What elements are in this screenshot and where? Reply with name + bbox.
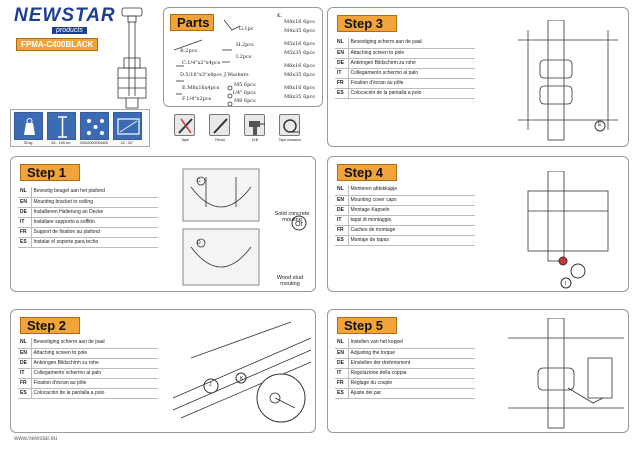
part-e: E.M8x16x4pcs bbox=[182, 85, 220, 91]
part-h: H.2pcs bbox=[236, 42, 254, 48]
part-f: F.1/4"x2pcs bbox=[182, 96, 212, 102]
screw-0: M4x16 6pcs bbox=[284, 19, 315, 25]
brand-logo bbox=[14, 5, 116, 27]
step-2-letter-k: K bbox=[240, 376, 244, 382]
table-row: FR Support de fixation au plafond bbox=[18, 227, 158, 237]
part-i: I.2pcs bbox=[236, 54, 252, 60]
screw-header: K. bbox=[277, 13, 283, 19]
parts-panel bbox=[163, 7, 323, 107]
brand-sub: products bbox=[52, 27, 87, 34]
table-row: FR Fixation d'écran au pôle bbox=[335, 78, 475, 88]
table-row: DE Montage Kapseln bbox=[335, 205, 475, 215]
table-row: IT Regolazione della coppia bbox=[335, 368, 475, 378]
drill-icon bbox=[244, 114, 265, 136]
table-row: NL Monteren afdekkapje bbox=[335, 185, 475, 195]
brand-name: NEWSTAR bbox=[14, 5, 116, 26]
table-row: IT Collegamento schermo al palo bbox=[18, 368, 158, 378]
screw-1: M4x35 6pcs bbox=[284, 28, 315, 34]
screen-size-icon bbox=[113, 112, 142, 140]
step-5-illustration bbox=[508, 318, 626, 430]
table-row: EN Mounting cover caps bbox=[335, 195, 475, 205]
step-3-title: Step 3 bbox=[337, 15, 397, 32]
weight-icon bbox=[14, 112, 43, 140]
table-row: IT Installare supporto a soffitto bbox=[18, 217, 158, 227]
vesa-pattern-icon bbox=[80, 112, 109, 140]
table-row: ES Colocación de la pantalla a polo bbox=[18, 388, 158, 398]
table-row: FR Réglage du couple bbox=[335, 378, 475, 388]
step-2-letter-j: J bbox=[209, 382, 212, 388]
step-2-title: Step 2 bbox=[20, 317, 80, 334]
table-row: DE Anbringen Bildschirm zu rohe bbox=[335, 58, 475, 68]
step-4-instructions bbox=[335, 185, 475, 246]
step-1-title: Step 1 bbox=[20, 164, 80, 181]
table-row: ES Colocación de la pantalla a polo bbox=[335, 88, 475, 98]
table-row: NL Bevestiging scherm aan de paal bbox=[18, 338, 158, 348]
step-5-title: Step 5 bbox=[337, 317, 397, 334]
tool-label-tape-measure: Tape measure bbox=[278, 138, 302, 142]
spec-label-screen: 22 - 32" bbox=[120, 141, 134, 145]
part-j-quarter: 1/4" 6pcs bbox=[232, 90, 256, 96]
step-1-instructions bbox=[18, 187, 158, 248]
tool-label-drill: Drill bbox=[251, 138, 259, 142]
table-row: EN Attaching screen to pole bbox=[335, 48, 475, 58]
tape-measure-icon bbox=[279, 114, 300, 136]
step-5-instructions bbox=[335, 338, 475, 399]
step-1-panel bbox=[10, 156, 316, 292]
step-4-letter-i: I bbox=[565, 281, 567, 287]
table-row: NL Instellen van het koppel bbox=[335, 338, 475, 348]
pencil-icon bbox=[209, 114, 230, 136]
spec-label-height: 64 - 105 cm bbox=[51, 141, 71, 145]
tape-icon bbox=[174, 114, 195, 136]
screw-6: M8x16 6pcs bbox=[284, 85, 315, 91]
step-1-letter-c: C bbox=[197, 178, 201, 184]
table-row: DE Anbringen Bildschirm zu rohe bbox=[18, 358, 158, 368]
table-row: EN Adjusting the torque bbox=[335, 348, 475, 358]
table-row: ES Ajuste del par bbox=[335, 388, 475, 398]
table-row: EN Attaching screen to pole bbox=[18, 348, 158, 358]
callout-solid-concrete: Solid concrete mouting bbox=[274, 211, 310, 223]
step-3-letter-e: E bbox=[598, 122, 602, 128]
product-illustration bbox=[108, 6, 158, 112]
tool-label-pencil: Pencil bbox=[215, 138, 225, 142]
part-j-m8: M8 6pcs bbox=[234, 98, 256, 104]
table-row: ES Instalar el soporte para techo bbox=[18, 237, 158, 247]
step-2-panel bbox=[10, 309, 316, 433]
step-2-illustration bbox=[171, 318, 313, 430]
part-c: C.1/4"x2"x4pcs bbox=[182, 60, 221, 66]
step-1-illustration bbox=[181, 167, 311, 289]
screw-4: M6x16 6pcs bbox=[284, 63, 315, 69]
part-d: D.5/16"x3"x4pcs bbox=[180, 72, 222, 78]
step-4-title: Step 4 bbox=[337, 164, 397, 181]
model-number: FPMA-C400BLACK bbox=[16, 38, 98, 51]
table-row: ES Montaje de tapas bbox=[335, 235, 475, 245]
callout-or: Or bbox=[295, 221, 303, 228]
table-row: FR Caches de montage bbox=[335, 225, 475, 235]
screw-3: M5x35 6pcs bbox=[284, 50, 315, 56]
table-row: IT Collegamento schermo al palo bbox=[335, 68, 475, 78]
step-3-instructions bbox=[335, 38, 475, 99]
part-b: B.2pcs bbox=[180, 48, 198, 54]
screw-2: M5x16 6pcs bbox=[284, 41, 315, 47]
tool-label-tape: Tape bbox=[181, 138, 189, 142]
table-row: DE Installieren Halterung an Decke bbox=[18, 207, 158, 217]
part-j-m5: M5 6pcs bbox=[234, 82, 256, 88]
table-row: IT tappi di montaggio bbox=[335, 215, 475, 225]
step-1-letter-d: D bbox=[197, 240, 201, 246]
height-range-icon bbox=[47, 112, 76, 140]
table-row: EN Mounting bracket to ceiling bbox=[18, 197, 158, 207]
spec-label-vesa: 200x200/200x400 bbox=[79, 141, 109, 145]
table-row: NL Bevestiging scherm aan de paal bbox=[335, 38, 475, 48]
footer-url: www.newstar.eu bbox=[14, 436, 58, 442]
screw-5: M6x35 6pcs bbox=[284, 72, 315, 78]
parts-title: Parts bbox=[170, 14, 214, 31]
step-4-illustration bbox=[518, 171, 626, 289]
step-4-panel bbox=[327, 156, 629, 292]
step-5-panel bbox=[327, 309, 629, 433]
step-3-illustration bbox=[508, 20, 626, 144]
table-row: FR Fixation d'écran au pôle bbox=[18, 378, 158, 388]
table-row: DE Einstellen der drehmoment bbox=[335, 358, 475, 368]
step-2-instructions bbox=[18, 338, 158, 399]
spec-label-weight: 35 kg bbox=[23, 141, 33, 145]
screw-7: M8x35 6pcs bbox=[284, 94, 315, 100]
part-j: J.Washers bbox=[224, 72, 249, 78]
callout-wood-stud: Wood stud mouting bbox=[276, 275, 304, 287]
table-row: NL Bevestig beugel aan het plafond bbox=[18, 187, 158, 197]
step-3-panel bbox=[327, 7, 629, 147]
part-g: G.1pc bbox=[239, 26, 254, 32]
